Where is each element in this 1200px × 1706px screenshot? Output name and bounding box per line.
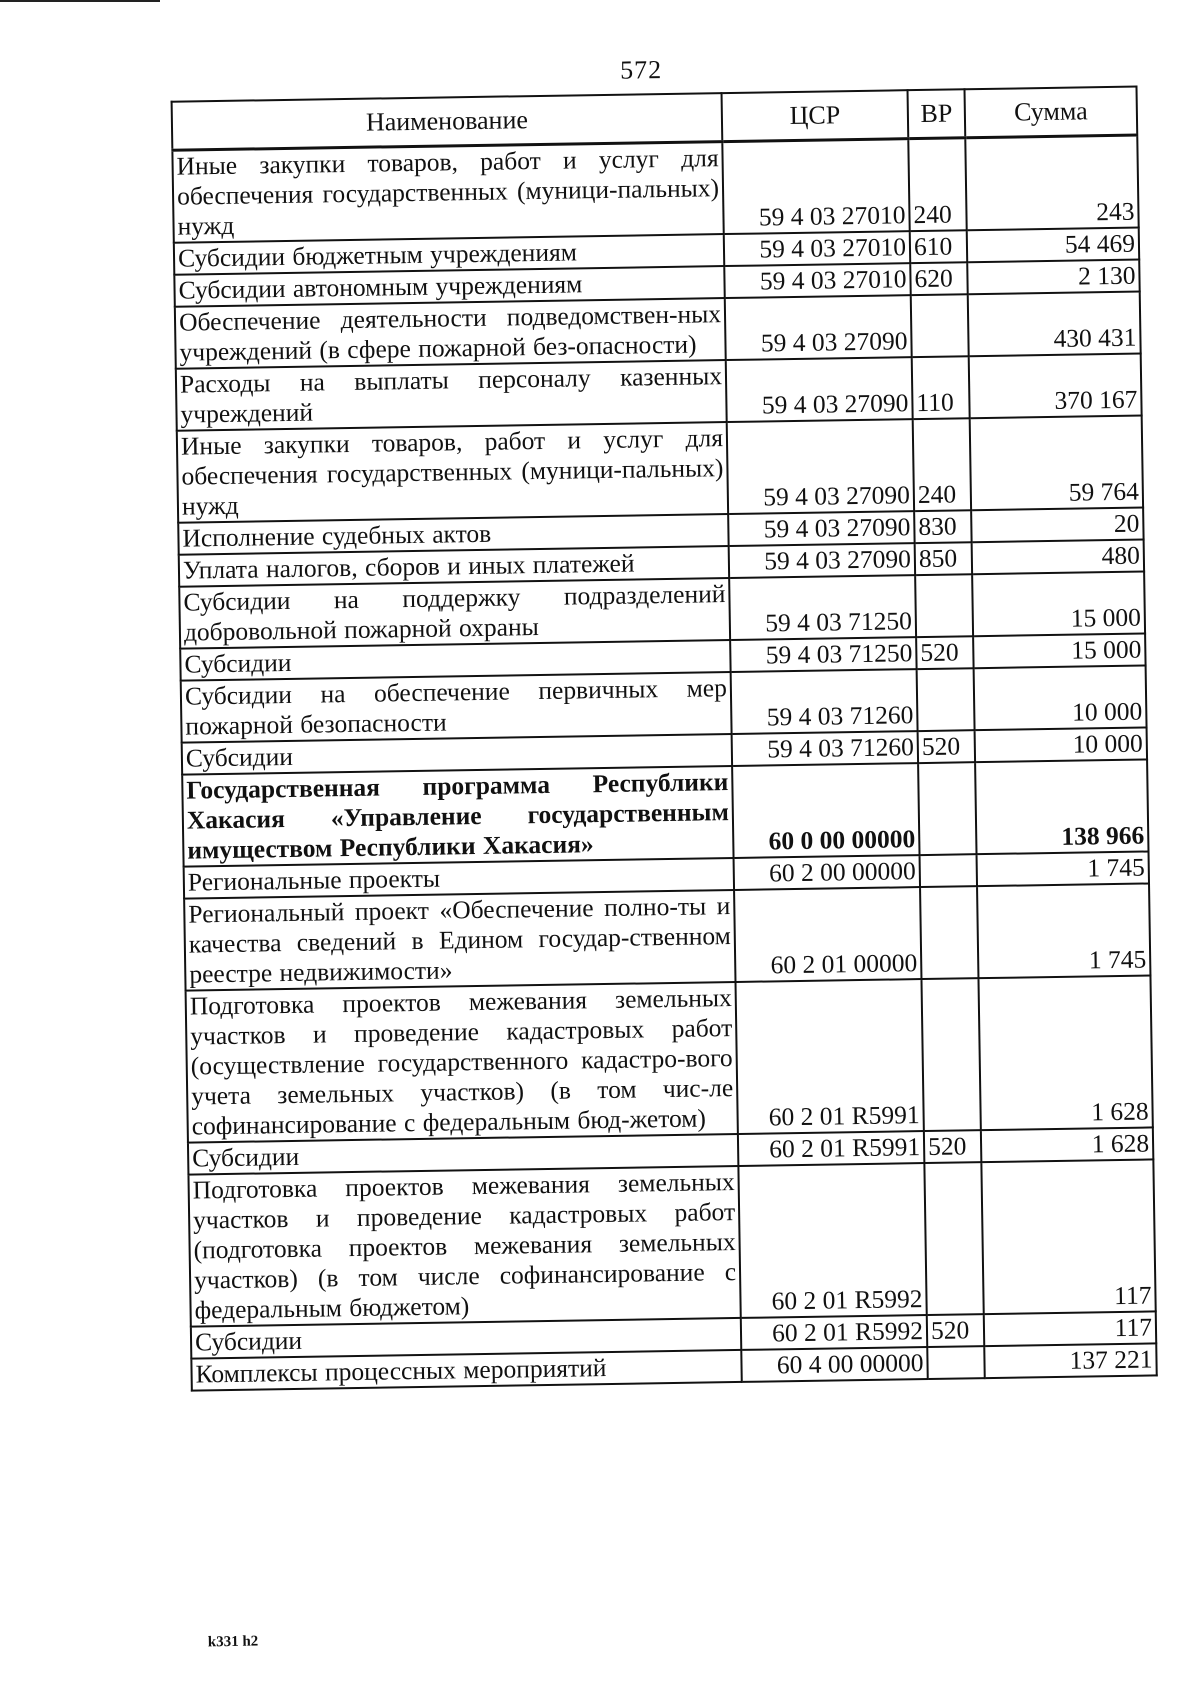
row-vr-cell: [911, 294, 969, 357]
row-vr-cell: 620: [910, 262, 967, 295]
row-csr-cell: 59 4 03 27090: [728, 511, 914, 546]
row-csr-cell: 59 4 03 71260: [731, 669, 918, 734]
column-header-csr: ЦСР: [722, 90, 909, 141]
row-name-cell: Субсидии бюджетным учреждениям: [174, 234, 724, 275]
row-sum-cell: 1 628: [981, 1127, 1153, 1162]
row-csr-cell: 59 4 03 27090: [726, 357, 913, 422]
row-vr-cell: 520: [924, 1130, 981, 1163]
row-sum-cell: 430 431: [968, 292, 1141, 357]
row-name-cell: Расходы на выплаты персоналу казенных учреждений: [176, 360, 727, 431]
table-row: [186, 975, 1153, 1142]
row-csr-cell: 60 2 01 R5991: [738, 1131, 924, 1166]
row-sum-cell: 10 000: [974, 666, 1147, 731]
row-csr-cell: 59 4 03 27010: [724, 263, 910, 298]
row-sum-cell: 2 130: [967, 260, 1139, 295]
table-row: [184, 883, 1150, 990]
row-sum-cell: 20: [971, 508, 1143, 543]
row-csr-cell: 59 4 03 27090: [729, 543, 915, 578]
budget-table: [171, 86, 1158, 1392]
row-vr-cell: [924, 1162, 983, 1315]
row-sum-cell: 15 000: [973, 634, 1145, 669]
row-vr-cell: 610: [910, 230, 967, 263]
row-csr-cell: 60 2 00 00000: [734, 855, 920, 890]
row-csr-cell: 60 2 01 R5992: [741, 1315, 927, 1350]
scan-edge-mark: [0, 0, 160, 2]
row-sum-cell: 370 167: [969, 354, 1142, 419]
row-vr-cell: [921, 978, 980, 1131]
row-vr-cell: 850: [915, 542, 972, 575]
row-csr-cell: 59 4 03 27010: [724, 231, 910, 266]
row-sum-cell: 117: [981, 1159, 1155, 1314]
row-name-cell: Комплексы процессных мероприятий: [191, 1350, 741, 1391]
row-name-cell: Региональный проект «Обеспечение полно-ты и качества сведений в Едином государ-ственном реестре недвижимости»: [184, 890, 735, 991]
row-name-cell: Обеспечение деятельности подведомствен-ных учреждений (в сфере пожарной без-опасности): [175, 298, 726, 369]
row-csr-cell: 59 4 03 71250: [729, 575, 916, 640]
row-sum-cell: 117: [984, 1311, 1156, 1346]
row-sum-cell: 59 764: [970, 416, 1143, 511]
row-vr-cell: 830: [914, 510, 971, 543]
row-vr-cell: 520: [916, 636, 973, 669]
row-vr-cell: [920, 886, 978, 979]
row-name-cell: Иные закупки товаров, работ и услуг для обеспечения государственных (муници-пальных) нужд: [177, 422, 728, 523]
row-vr-cell: [915, 574, 973, 637]
row-name-cell: Иные закупки товаров, работ и услуг для обеспечения государственных (муници-пальных) нужд: [172, 142, 723, 243]
table-body: [172, 135, 1156, 1391]
row-sum-cell: 243: [965, 135, 1138, 230]
row-name-cell: Субсидии: [180, 640, 730, 681]
column-header-name: Наименование: [172, 93, 723, 150]
row-name-cell: Региональные проекты: [184, 858, 734, 899]
row-csr-cell: 59 4 03 27010: [722, 139, 909, 234]
row-csr-cell: 59 4 03 27090: [727, 419, 914, 514]
row-vr-cell: 240: [908, 138, 966, 231]
table-row: [188, 1159, 1155, 1326]
column-header-sum: Сумма: [965, 87, 1138, 138]
page-number: 572: [619, 55, 663, 85]
row-name-cell: Подготовка проектов межевания земельных участков и проведение кадастровых работ (осуществление государственного кадастро-вого учета земельных участков) (в том чис-ле софинансирование с федеральным бюд-жетом): [186, 982, 738, 1143]
row-sum-cell: 54 469: [967, 228, 1139, 263]
row-name-cell: Исполнение судебных актов: [178, 514, 728, 555]
row-vr-cell: [927, 1346, 984, 1379]
row-sum-cell: 15 000: [972, 572, 1145, 637]
column-header-vr: ВР: [908, 89, 966, 138]
row-sum-cell: 1 745: [977, 851, 1149, 886]
row-csr-cell: 59 4 03 71250: [730, 637, 916, 672]
row-name-cell: Субсидии на поддержку подразделений добровольной пожарной охраны: [179, 578, 730, 649]
row-sum-cell: 137 221: [984, 1343, 1156, 1378]
row-csr-cell: 59 4 03 27090: [725, 295, 912, 360]
row-vr-cell: 110: [912, 356, 970, 419]
row-vr-cell: 520: [918, 730, 975, 763]
row-sum-cell: 1 628: [978, 975, 1152, 1130]
row-name-cell: Подготовка проектов межевания земельных участков и проведение кадастровых работ (подготовка проектов межевания земельных участков) (в том числе софинансирование с федеральным бюджетом): [188, 1166, 740, 1327]
row-sum-cell: 480: [972, 540, 1144, 575]
row-name-cell: Субсидии: [191, 1318, 741, 1359]
row-name-cell: Уплата налогов, сборов и иных платежей: [179, 546, 729, 587]
row-vr-cell: [920, 854, 977, 887]
row-csr-cell: 60 0 00 00000: [732, 763, 919, 858]
row-csr-cell: 59 4 03 71260: [732, 731, 918, 766]
footer-code: k331 h2: [207, 1633, 259, 1651]
row-csr-cell: 60 4 00 00000: [741, 1347, 927, 1382]
row-vr-cell: [918, 762, 976, 855]
row-name-cell: Государственная программа Республики Хакасия «Управление государственным имуществом Республики Хакасия»: [182, 766, 733, 867]
row-name-cell: Субсидии: [182, 734, 732, 775]
row-vr-cell: 240: [913, 418, 971, 511]
row-name-cell: Субсидии: [188, 1134, 738, 1175]
row-name-cell: Субсидии автономным учреждениям: [174, 266, 724, 307]
row-sum-cell: 10 000: [975, 727, 1147, 762]
row-csr-cell: 60 2 01 R5992: [738, 1163, 926, 1318]
row-sum-cell: 138 966: [975, 759, 1148, 854]
row-csr-cell: 60 2 01 R5991: [735, 979, 923, 1134]
row-csr-cell: 60 2 01 00000: [734, 887, 921, 982]
row-vr-cell: [917, 668, 975, 731]
table-row: [182, 759, 1148, 866]
table-row: [172, 135, 1138, 243]
row-sum-cell: 1 745: [977, 883, 1150, 978]
row-vr-cell: 520: [927, 1314, 984, 1347]
row-name-cell: Субсидии на обеспечение первичных мер пожарной безопасности: [181, 672, 732, 743]
table-row: [177, 416, 1143, 523]
